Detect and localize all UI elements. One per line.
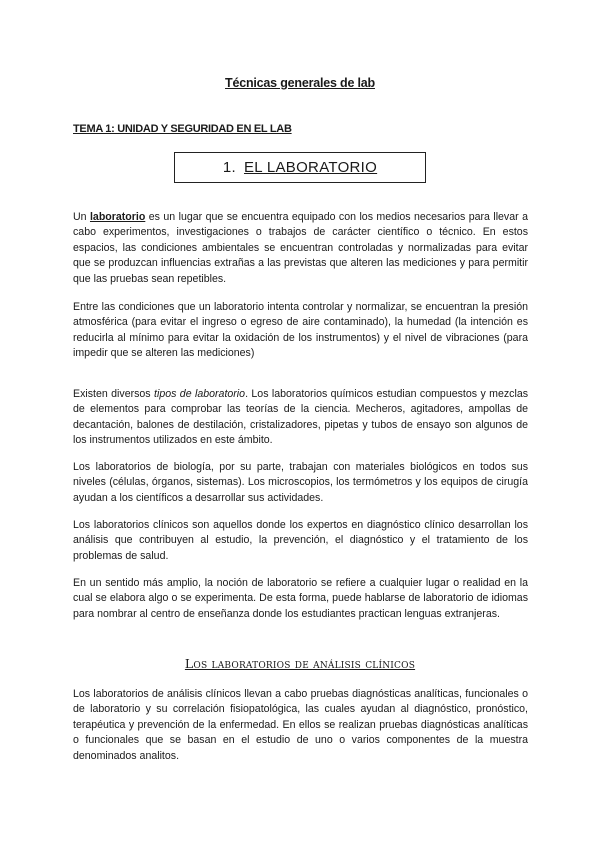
paragraph-biology: Los laboratorios de biología, por su parte, trabajan con materiales biológicos en todos sus niveles (células, órganos, sistemas). Los microscopios, los termómetros y los equipos de cirugía ayudan a los científicos a desarrollar sus actividades.	[73, 461, 528, 504]
paragraph-intro	[73, 210, 528, 287]
paragraph-intro-rest: es un lugar que se encuentra equipado con los medios necesarios para llevar a cabo experimentos, investigaciones o trabajos de carácter científico o técnico. En estos espacios, las condiciones ambientales se encuentran controladas y normalizadas para evitar que se produzcan influencias extrañas a las previstas que alteren las mediciones y para permitir que las pruebas sean repetibles.	[73, 211, 528, 285]
subheading-clinical-labs: Los laboratorios de análisis clínicos	[184, 656, 416, 671]
paragraph-clinical: Los laboratorios clínicos son aquellos donde los expertos en diagnóstico clínico desarrollan los análisis que contribuyen al estudio, la prevención, el diagnóstico y el tratamiento de los problemas de salud.	[73, 519, 528, 562]
document-title: Técnicas generales de lab	[225, 76, 375, 90]
paragraph-types-lead: Existen diversos	[73, 388, 155, 400]
paragraph-clinical-analysis: Los laboratorios de análisis clínicos llevan a cabo pruebas diagnósticas analíticas, funcionales o de laboratorio y su correlación fisiopatológica, las cuales ayudan al diagnóstico, pronóstico, terapéutica y prevención de la enfermedad. En ellos se realizan pruebas diagnósticas analíticas o funcionales que se basan en el estudio de uno o varios componentes de la muestra denominados analitos.	[73, 688, 528, 762]
paragraph-conditions: Entre las condiciones que un laboratorio intenta controlar y normalizar, se encuentran la presión atmosférica (para evitar el ingreso o egreso de aire contaminado), la humedad (la intención es reducirla al mínimo para evitar la oxidación de los instrumentos) y el nivel de vibraciones (para impedir que se alteren las mediciones)	[73, 301, 528, 360]
paragraph-types-rest: . Los laboratorios químicos estudian compuestos y mezclas de elementos para comprobar las teorías de la ciencia. Mecheros, agitadores, ampollas de decantación, balones de destilación, cristalizadores, pipetas y tubos de ensayo son algunos de los instrumentos utilizados en este ámbito.	[73, 388, 529, 447]
paragraph-intro-lead: Un	[73, 211, 90, 223]
topic-heading: TEMA 1: UNIDAD Y SEGURIDAD EN EL LAB	[73, 123, 292, 135]
italic-tipos: tipos de laboratorio	[154, 388, 246, 400]
paragraph-types	[73, 387, 528, 449]
section-label: EL LABORATORIO	[243, 159, 378, 176]
keyword-laboratorio: laboratorio	[89, 211, 146, 223]
paragraph-broad-sense: En un sentido más amplio, la noción de laboratorio se refiere a cualquier lugar o realidad en la cual se elabora algo o se experimenta. De esta forma, puede hablarse de laboratorio de idiomas para nombrar al centro de enseñanza donde los estudiantes practican lenguas extranjeras.	[73, 577, 528, 620]
section-title-box	[174, 152, 426, 183]
section-number: 1.	[222, 159, 236, 176]
